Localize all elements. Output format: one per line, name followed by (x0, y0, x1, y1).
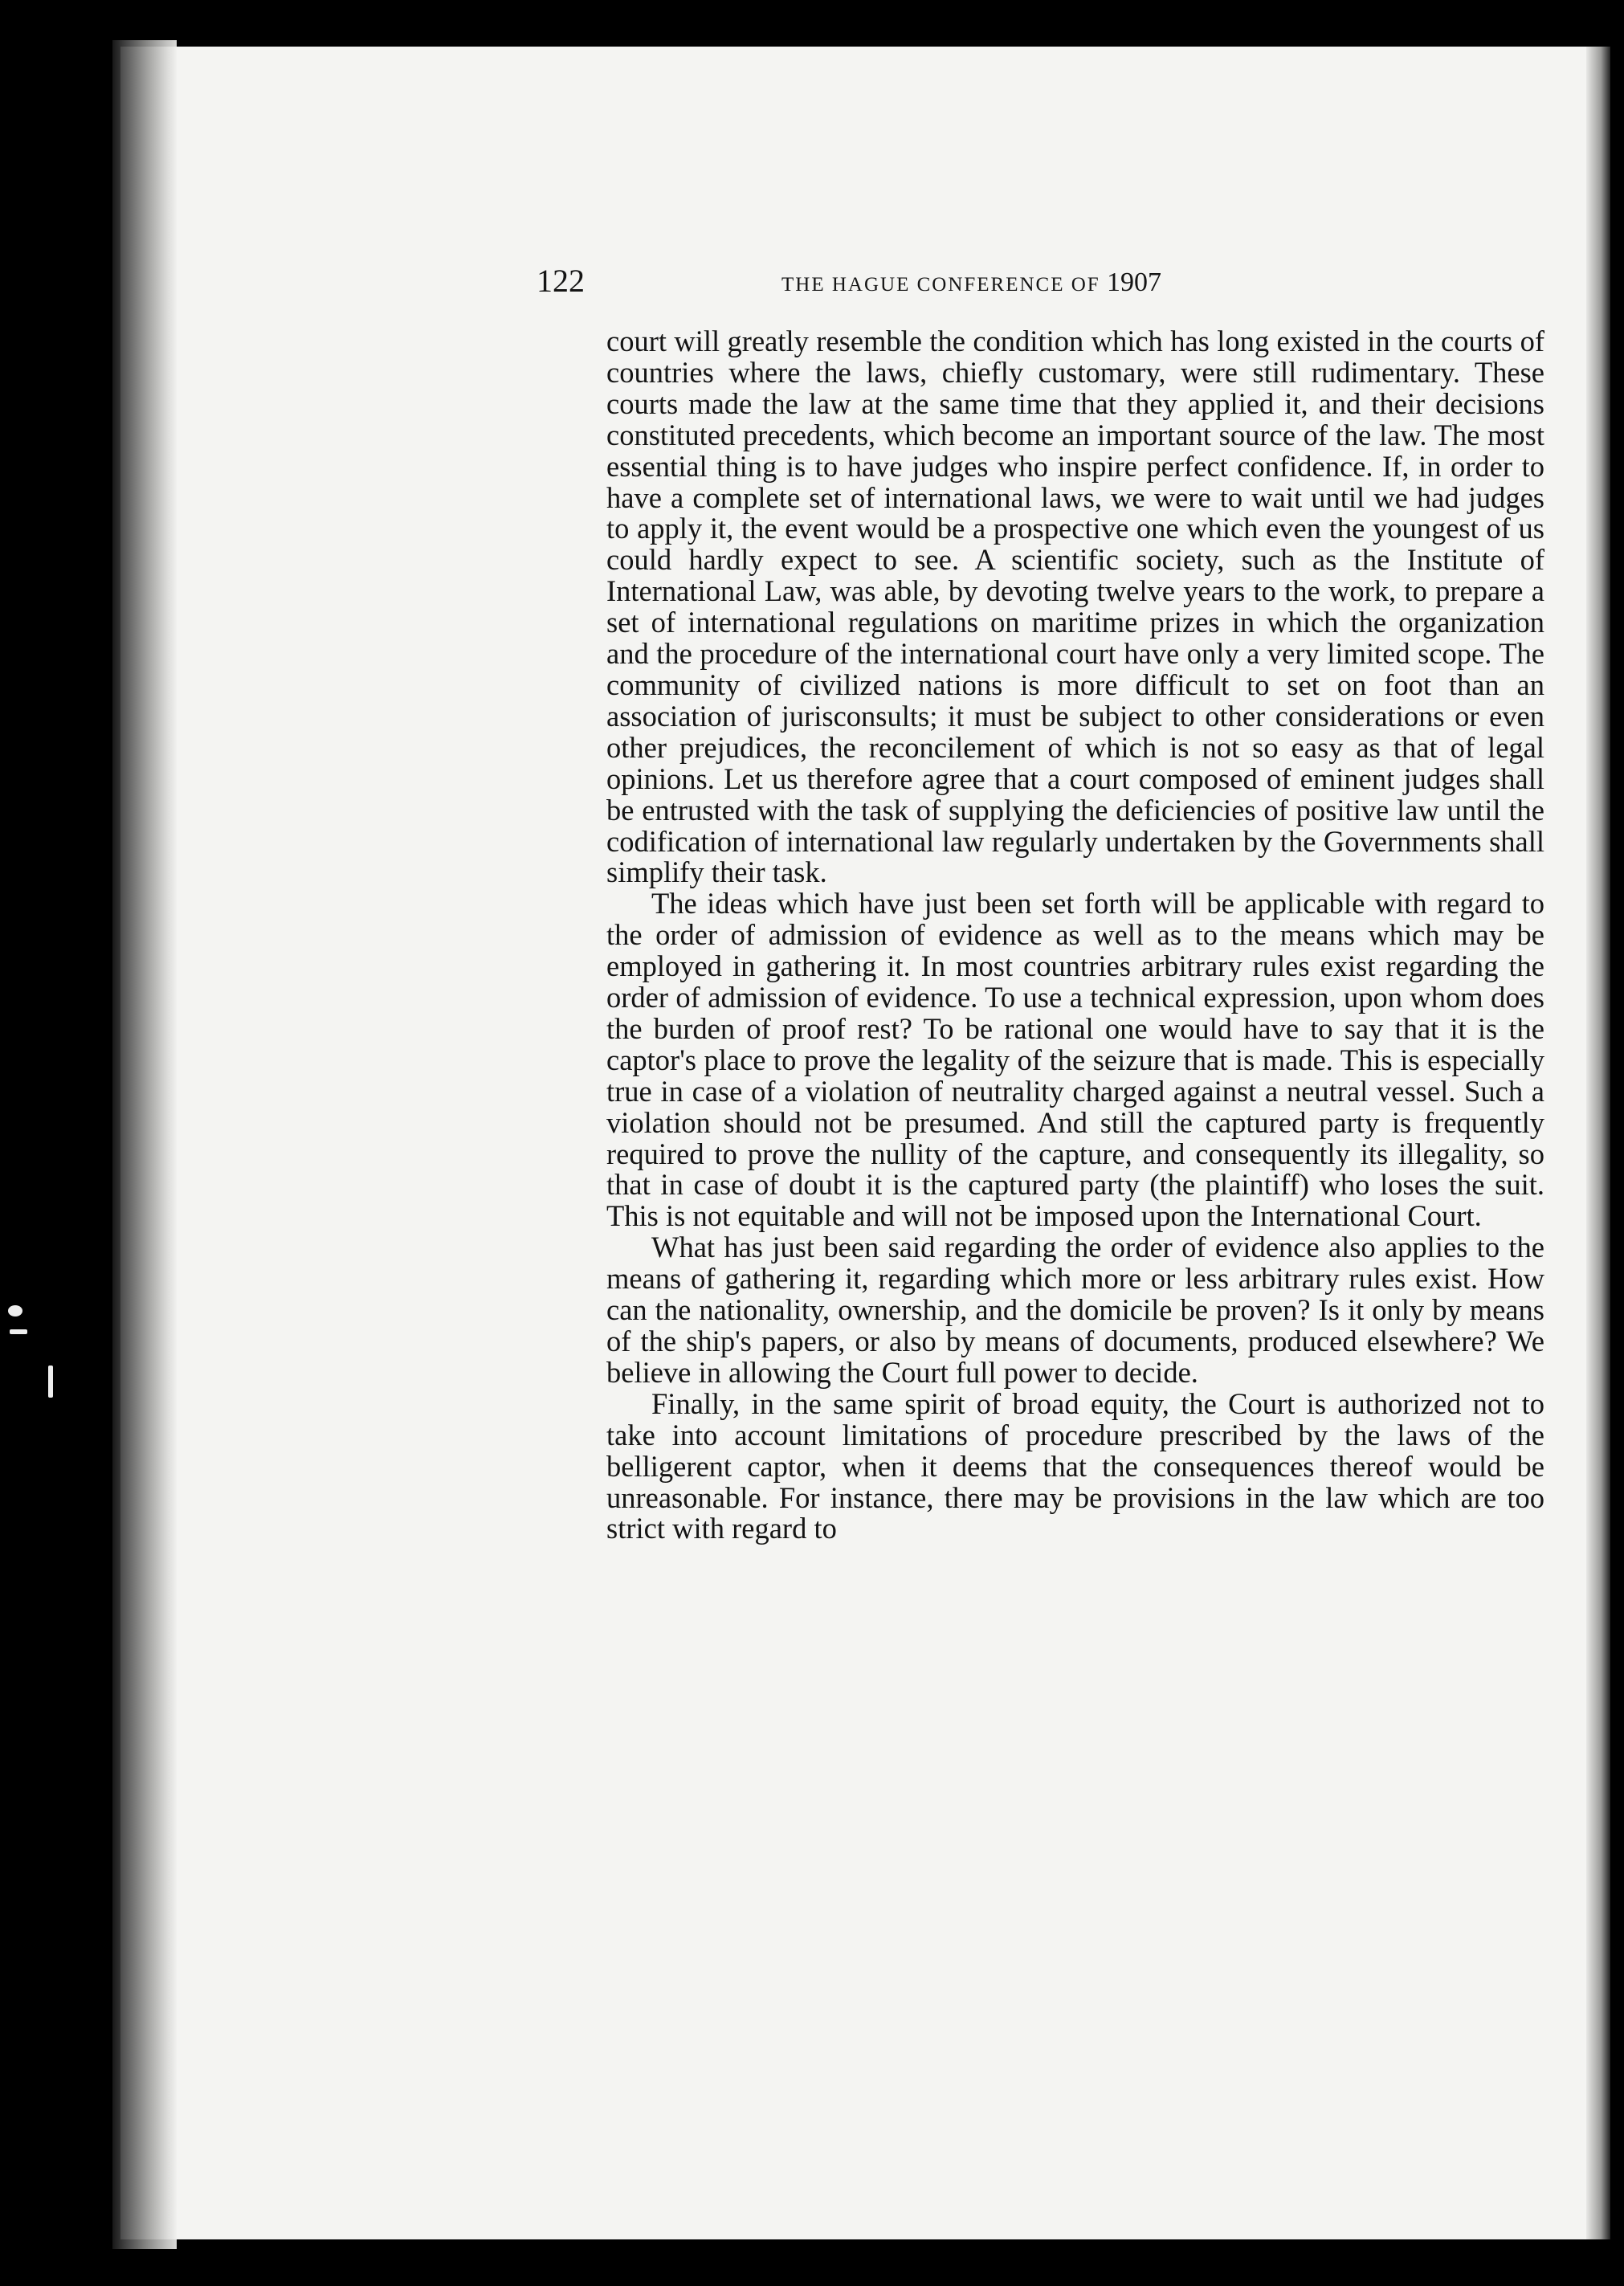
paragraph: Finally, in the same spirit of broad equity, the Court is authorized not to take into account limitations of procedure prescribed by the laws of the belligerent captor, when it deems that the consequences thereof would be unreasonable. For instance, there may be provisions in the law which are too strict with regard to (606, 1386, 1544, 1545)
page-right-edge (1586, 47, 1610, 2239)
paragraph: The ideas which have just been set forth will be applicable with regard to the order of admission of evidence as well as to the means which may be employed in gathering it. In most countries arbitrary rules exist regarding the order of admission of evidence. To use a technical expression, upon whom does the burden of proof rest? To be rational one would have to say that it is the captor's place to prove the legality of the seizure that is made. This is especially true in case of a violation of neutrality charged against a neutral vessel. Such a violation should not be presumed. And still the captured party is frequently required to prove the nullity of the capture, and consequently its illegality, so that in case of doubt it is the captured party (the plaintiff) who loses the suit. This is not equitable and will not be imposed upon the International Court. (606, 887, 1544, 1233)
scan-speck (48, 1365, 53, 1398)
running-head (537, 262, 1540, 310)
body-text (606, 326, 1544, 1545)
scan-speck (8, 1305, 22, 1316)
binding-edge (112, 40, 177, 2249)
running-title (781, 268, 1161, 300)
running-title-text: THE HAGUE CONFERENCE OF (781, 274, 1100, 296)
page-number: 122 (537, 263, 585, 299)
running-title-year: 1907 (1106, 267, 1161, 297)
paragraph: court will greatly resemble the condition which has long existed in the courts of countries where the laws, chiefly customary, were still rudimentary. These courts made the law at the same time that they applied it, and their decisions constituted precedents, which become an important source of the law. The most essential thing is to have judges who inspire perfect confidence. If, in order to have a complete set of international laws, we were to wait until we had judges to apply it, the event would be a prospective one which even the youngest of us could hardly expect to see. A scientific society, such as the Institute of International Law, was able, by devoting twelve years to the work, to prepare a set of international regulations on maritime prizes in which the organization and the procedure of the international court have only a very limited scope. The community of civilized nations is more difficult to set on foot than an association of jurisconsults; it must be subject to other considerations or even other prejudices, the reconcilement of which is not so easy as that of legal opinions. Let us therefore agree that a court composed of eminent judges shall be entrusted with the task of supplying the deficiencies of positive law until the codification of international law regularly undertaken by the Governments shall simplify their task. (606, 325, 1544, 889)
scan-speck (10, 1329, 27, 1334)
paragraph: What has just been said regarding the order of evidence also applies to the means of gathering it, regarding which more or less arbitrary rules exist. How can the nationality, ownership, and the domicile be proven? Is it only by means of the ship's papers, or also by means of documents, produced elsewhere? We believe in allowing the Court full power to decide. (606, 1231, 1544, 1389)
